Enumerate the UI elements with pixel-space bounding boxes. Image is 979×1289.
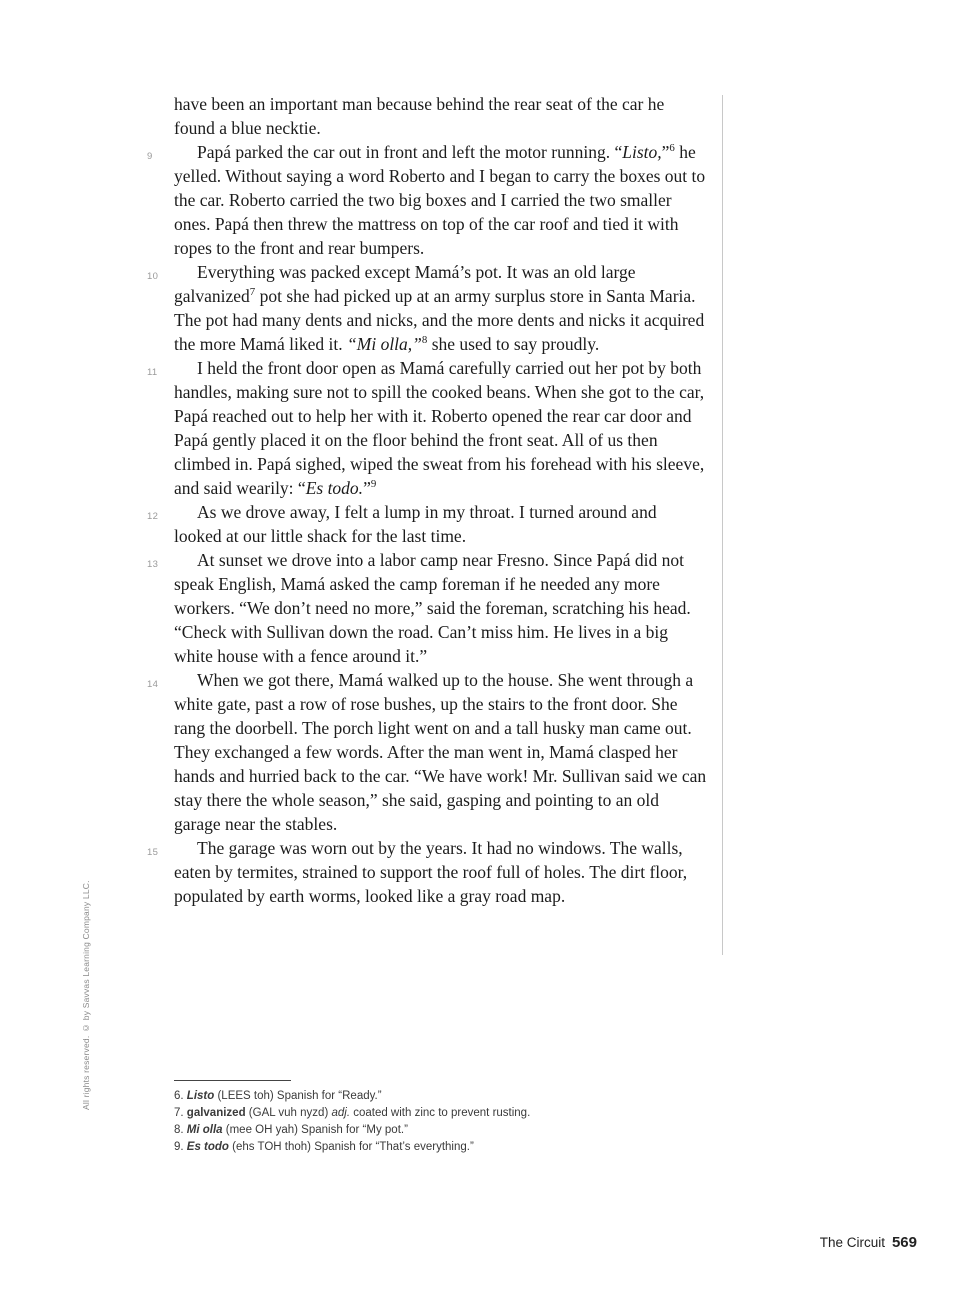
- footnote-9: 9. Es todo (ehs TOH thoh) Spanish for “That’s everything.”: [174, 1141, 474, 1153]
- paragraph-number: 11: [147, 367, 158, 378]
- paragraph-text: Papá parked the car out in front and left the motor running. “Listo,”$^6$ he yelled. Without saying a word Roberto and I began to carry the boxes out to the car. Roberto carried the two big boxes and I carried the two smaller ones. Papá then threw the mattress on top of the car roof and tied it with ropes to the front and rear bumpers.: [174, 142, 706, 258]
- footnote-8: 8. Mi olla (mee OH yah) Spanish for “My pot.”: [174, 1124, 408, 1136]
- paragraph-12: [147, 500, 708, 548]
- paragraph-text: At sunset we drove into a labor camp near Fresno. Since Papá did not speak English, Mamá asked the camp foreman if he needed any more workers. “We don’t need no more,” said the foreman, scratching his head. “Check with Sullivan down the road. Can’t miss him. He lives in a big white house with a fence around it.”: [174, 550, 691, 666]
- page-footer: [820, 1234, 917, 1252]
- paragraph-9: [147, 140, 708, 260]
- paragraph-number: 12: [147, 511, 159, 522]
- paragraph-number: 14: [147, 679, 159, 690]
- paragraph-number: 13: [147, 559, 159, 570]
- paragraph-15: [147, 836, 708, 908]
- footnote-divider: [174, 1080, 291, 1081]
- paragraph-text: When we got there, Mamá walked up to the house. She went through a white gate, past a row of rose bushes, up the stairs to the front door. She rang the doorbell. The porch light went on and a tall husky man came out. They exchanged a few words. After the man went in, Mamá clasped her hands and hurried back to the car. “We have work! Mr. Sullivan said we can stay there the whole season,” she said, gasping and pointing to an old garage near the stables.: [174, 670, 707, 834]
- paragraph-continuation: [174, 92, 708, 140]
- footnote-7: 7. galvanized (GAL vuh nyzd) adj. coated with zinc to prevent rusting.: [174, 1107, 531, 1119]
- paragraph-number: 15: [147, 847, 159, 858]
- copyright-line: © by Savvas Learning Company LLC.: [81, 880, 91, 1034]
- paragraph-text: The garage was worn out by the years. It had no windows. The walls, eaten by termites, strained to support the roof full of holes. The dirt floor, populated by earth worms, looked like a gray road map.: [174, 838, 688, 906]
- paragraph-number: 9: [147, 151, 153, 162]
- paragraph-text: I held the front door open as Mamá carefully carried out her pot by both handles, making sure not to spill the cooked beans. When she got to the car, Papá reached out to help her with it. Roberto opened the rear car door and Papá gently placed it on the floor behind the front seat. All of us then climbed in. Papá sighed, wiped the sweat from his forehead with his sleeve, and said wearily: “Es todo.”$^9$: [174, 358, 705, 498]
- paragraph-13: [147, 548, 708, 668]
- story-text-column: [147, 92, 708, 908]
- paragraph-number: 10: [147, 271, 159, 282]
- column-divider-rule: [722, 95, 723, 955]
- paragraph-text: have been an important man because behind the rear seat of the car he found a blue necktie.: [174, 94, 665, 138]
- paragraph-14: [147, 668, 708, 836]
- paragraph-text: Everything was packed except Mamá’s pot. It was an old large galvanized$^7$ pot she had picked up at an army surplus store in Santa Maria. The pot had many dents and nicks, and the more dents and nicks it acquired the more Mamá liked it. “Mi olla,”$^8$ she used to say proudly.: [174, 262, 705, 354]
- paragraph-10: [147, 260, 708, 356]
- copyright-sidebar: [81, 880, 91, 1110]
- footnotes-section: [174, 1080, 734, 1156]
- paragraph-11: [147, 356, 708, 500]
- footer-title: The Circuit: [819, 1235, 885, 1250]
- copyright-line: All rights reserved.: [81, 1035, 91, 1110]
- footer-page-number: 569: [891, 1234, 917, 1251]
- footnote-6: 6. Listo (LEES toh) Spanish for “Ready.”: [174, 1090, 382, 1102]
- paragraph-text: As we drove away, I felt a lump in my throat. I turned around and looked at our little shack for the last time.: [174, 502, 657, 546]
